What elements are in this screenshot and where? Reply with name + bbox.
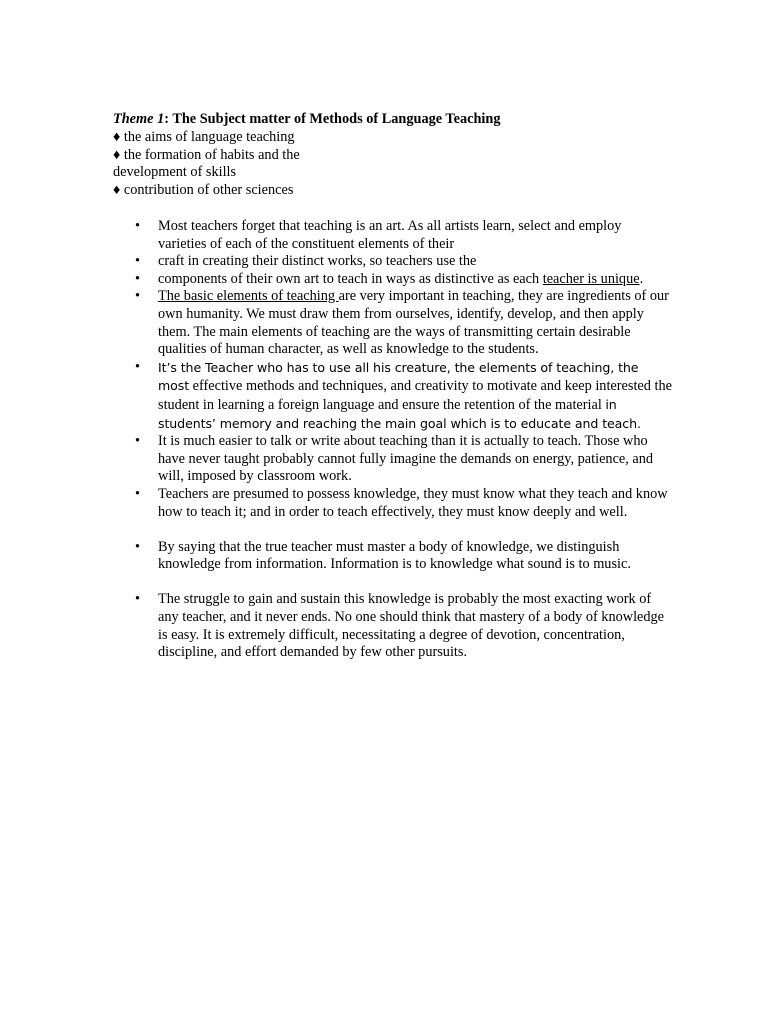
- bullet-dot: •: [135, 358, 141, 375]
- point-text: It is much easier to talk or write about teaching than it is actually to teach. Those who have never taught probably cannot fully imagine the demands on energy, patience, and will, imposed by classroom work.: [158, 433, 654, 485]
- theme-label: Theme 1: [113, 111, 165, 127]
- list-item: [113, 591, 673, 661]
- underlined-phrase: teacher is unique: [542, 270, 640, 287]
- page-title: [113, 111, 733, 129]
- list-item: [113, 218, 673, 253]
- point-text: craft in creating their distinct works, so teachers use the: [158, 253, 477, 270]
- point-text: effective methods and techniques, and creativity to motivate and keep interested the student in learning a foreign language and ensure the retention of the material: [158, 378, 672, 413]
- bullet-dot: •: [135, 591, 141, 608]
- list-item: [113, 271, 673, 289]
- point-text: Teachers are presumed to possess knowledge, they must know what they teach and know how to teach it; and in order to teach effectively, they must know deeply and well.: [158, 485, 668, 520]
- point-text-end: in students’ memory and reaching the main goal which is to educate and teach.: [158, 396, 641, 431]
- point-text-end: .: [639, 270, 644, 287]
- bullet-dot: •: [135, 433, 141, 450]
- point-text-start: It’s the Teacher who has to use all his creature, the elements of teaching, the most: [158, 359, 639, 394]
- bullet-dot: •: [135, 288, 141, 305]
- topic-item: ♦ the formation of habits and the development of skills: [113, 146, 300, 181]
- bullet-dot: •: [135, 218, 141, 234]
- underlined-phrase: The basic elements of teaching: [158, 288, 339, 305]
- point-text: components of their own art to teach in ways as distinctive as each: [158, 270, 543, 287]
- bullet-dot: •: [135, 270, 141, 287]
- point-text: The struggle to gain and sustain this knowledge is probably the most exacting work of any teacher, and it never ends. No one should think that mastery of a body of knowledge is easy. It is extremely difficult, necessitating a degree of devotion, concentration, discipline, and effort demanded by few other pursuits.: [158, 591, 665, 661]
- topic-list: [113, 129, 333, 199]
- theme-colon: :: [164, 111, 169, 127]
- bullet-dot: •: [135, 538, 141, 555]
- list-item: [113, 253, 673, 271]
- theme-title-text: The Subject matter of Methods of Language Teaching: [169, 111, 501, 127]
- bullet-dot: •: [135, 253, 141, 270]
- bullet-dot: •: [135, 485, 141, 502]
- point-text: are very important in teaching, they are ingredients of our own humanity. We must draw them from ourselves, identify, develop, and then apply them. The main elements of teaching are the ways of transmitting certain desirable qualities of human character, as well as knowledge to the students.: [158, 288, 669, 358]
- list-item: [113, 359, 673, 433]
- list-item: [113, 433, 673, 486]
- topic-item: ♦ the aims of language teaching: [113, 129, 295, 145]
- list-item: [113, 539, 673, 574]
- list-item: [113, 288, 673, 358]
- topic-item: ♦ contribution of other sciences: [113, 181, 294, 198]
- list-item: [113, 486, 673, 521]
- point-text: Most teachers forget that teaching is an art. As all artists learn, select and employ varieties of each of the constituent elements of their: [158, 218, 622, 252]
- bullet-list: [113, 218, 673, 662]
- point-text: By saying that the true teacher must master a body of knowledge, we distinguish knowledge from information. Information is to knowledge what sound is to music.: [158, 538, 631, 573]
